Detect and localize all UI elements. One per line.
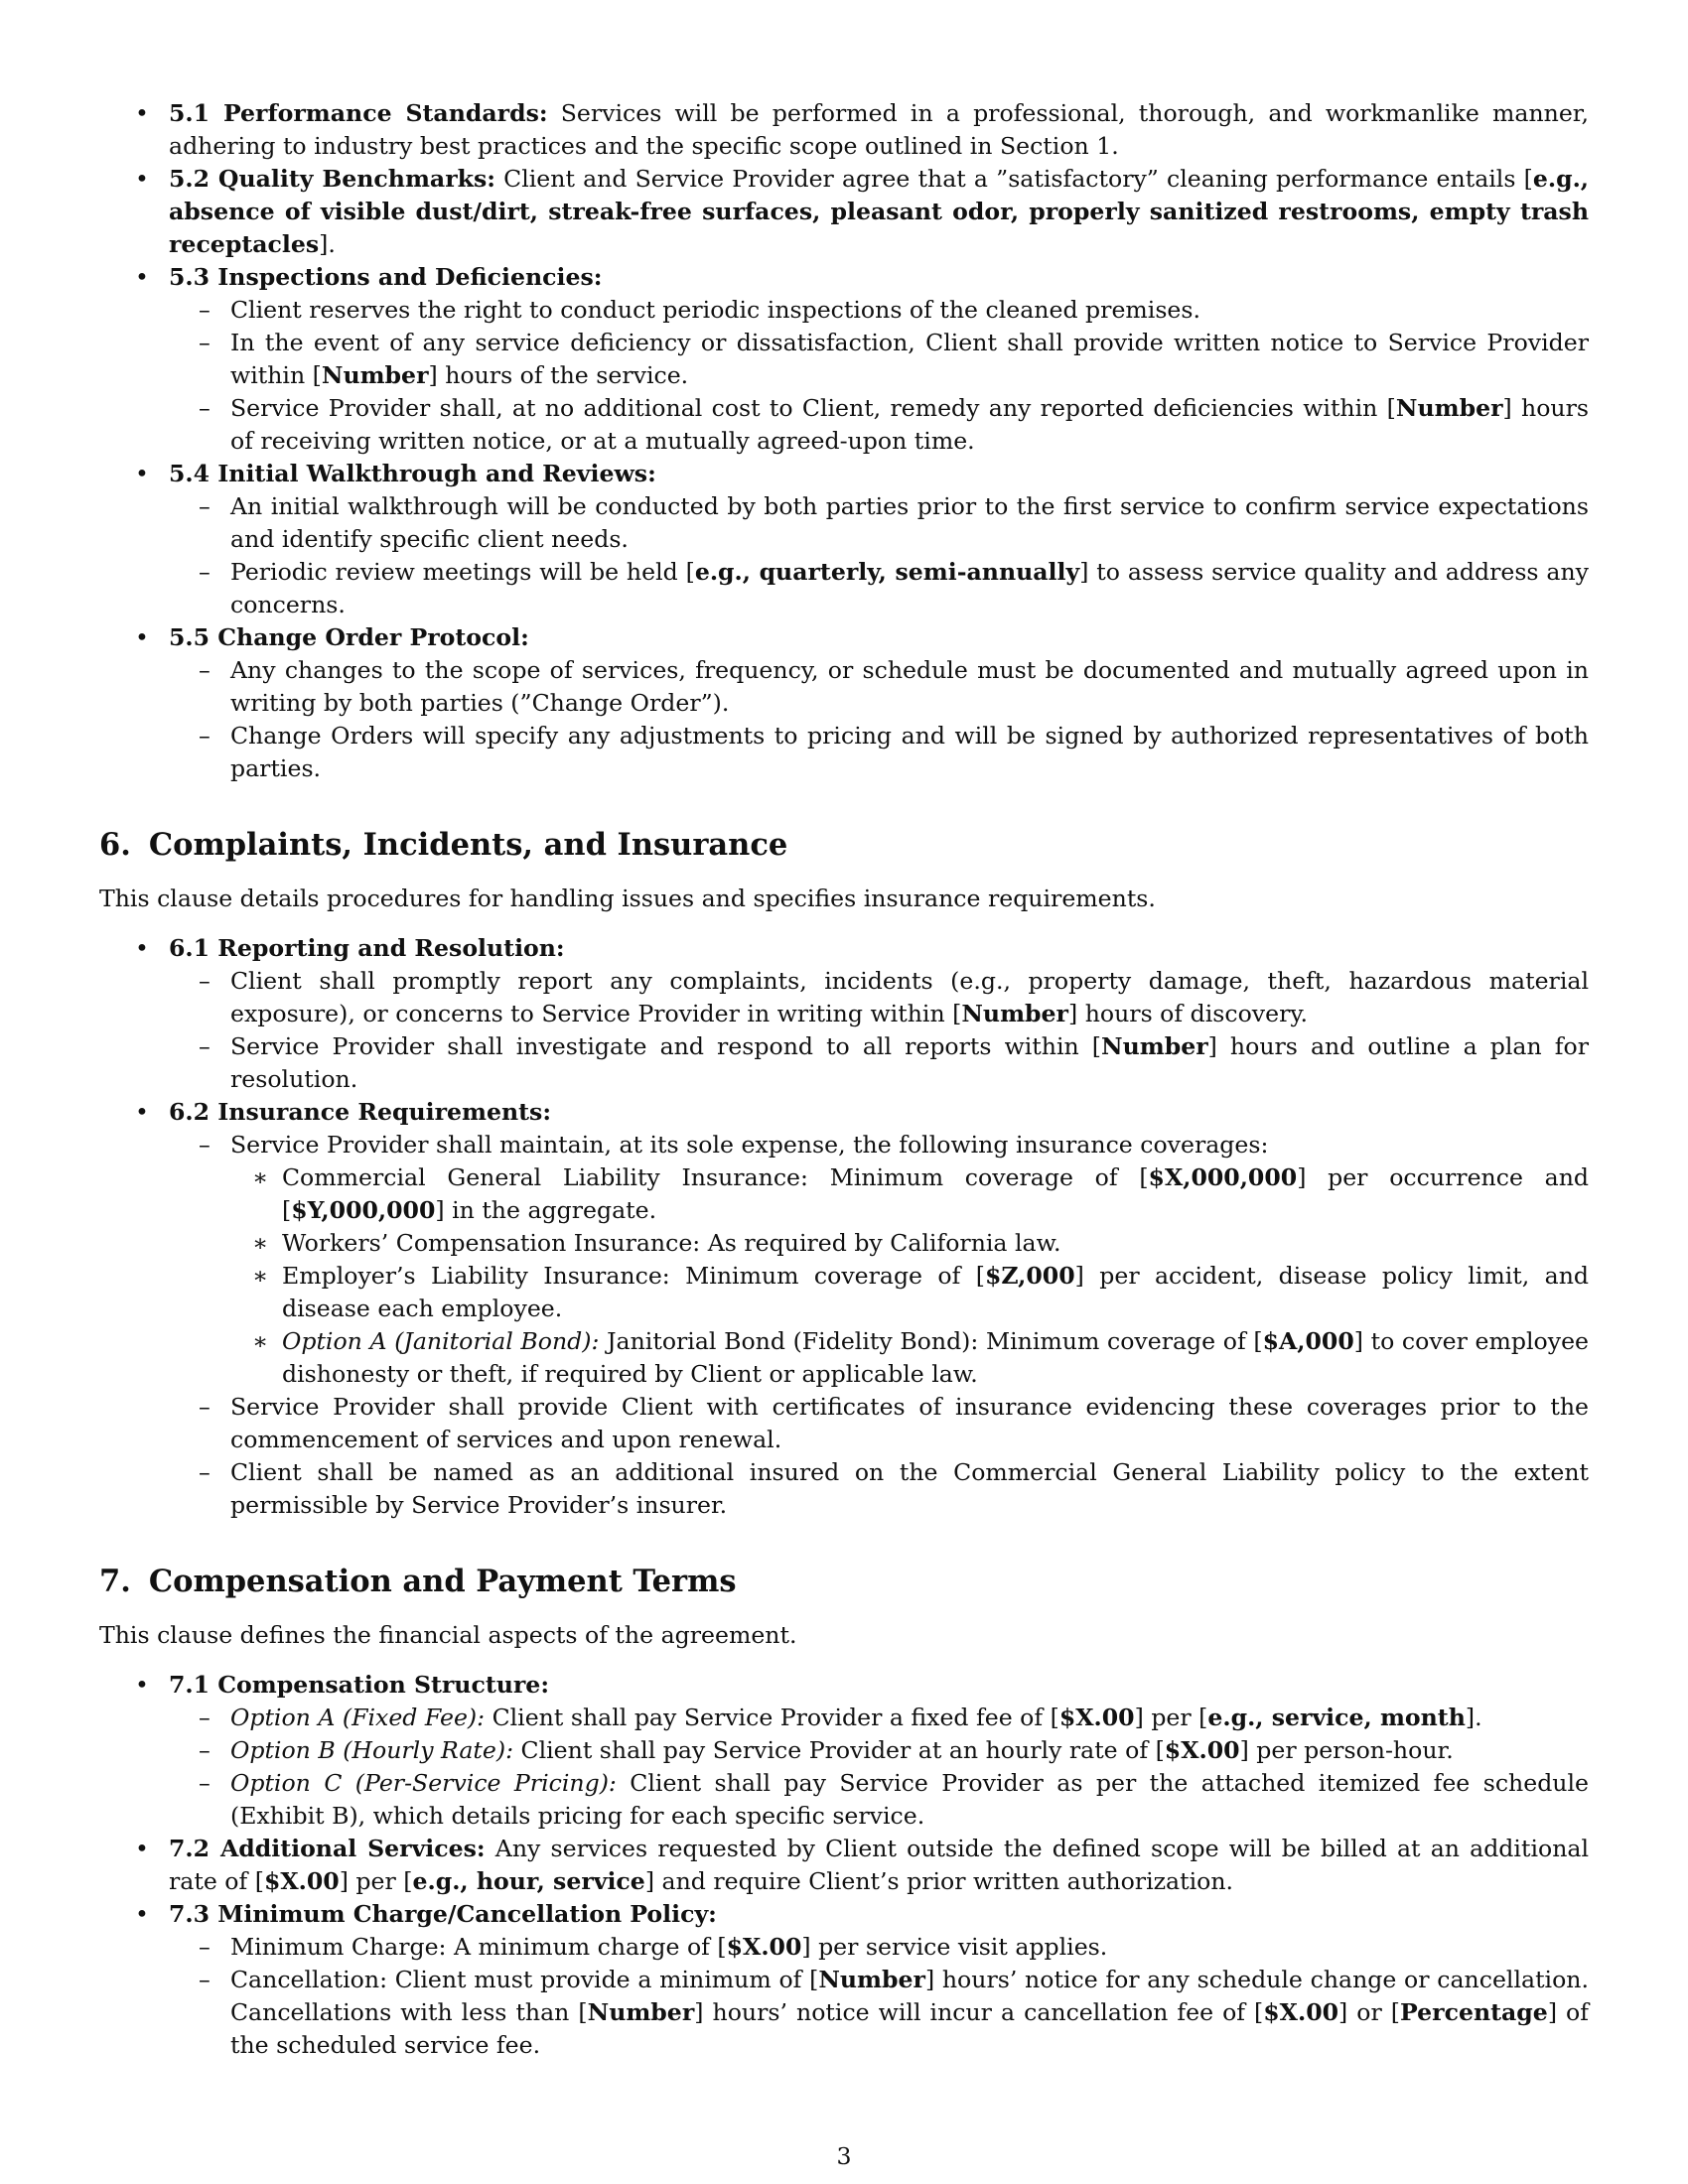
sub-item: – Service Provider shall maintain, at its sole expense, the following insurance coverages: ∗ Commercial General Liability Insurance: Minimum coverage of [$X,000,000] per occurrence and [$Y,000,000] in the aggregate. ∗ Workers’ Compensation Insurance: As required by California law. ∗ Employer’s Liability Insurance: Minimum coverage of [$Z,000] per accident, disease policy limit, and disease each employee. ∗ Option A (Janitorial Bond): Janitorial Bond (Fidelity Bond): Minimum coverage of [$A,000] to cover employee dishonesty or theft, if required by Client or applicable law. (169, 1129, 1589, 1391)
list-item: • 5.5 Change Order Protocol: – Any changes to the scope of services, frequency, or schedule must be documented and mutually agreed upon in writing by both parties (”Change Order”). – Change Orders will specify any adjustments to pricing and will be signed by authorized representatives of both parties. (99, 621, 1589, 785)
list-item: • 6.1 Reporting and Resolution: – Client shall promptly report any complaints, incidents (e.g., property damage, theft, hazardous material exposure), or concerns to Service Provider in writing within [Number] hours of discovery. – Service Provider shall investigate and respond to all reports within [Number] hours and outline a plan for resolution. (99, 932, 1589, 1096)
list-item: • 7.1 Compensation Structure: – Option A (Fixed Fee): Client shall pay Service Provider a fixed fee of [$X.00] per [e.g., service, month]. – Option B (Hourly Rate): Client shall pay Service Provider at an hourly rate of [$X.00] per person-hour. – Option C (Per-Service Pricing): Client shall pay Service Provider as per the attached itemized fee schedule (Exhibit B), which details pricing for each specific service. (99, 1669, 1589, 1833)
sub-item: – In the event of any service deficiency or dissatisfaction, Client shall provide written notice to Service Provider within [Number] hours of the service. (169, 327, 1589, 392)
sub-item: – Client shall promptly report any complaints, incidents (e.g., property damage, theft, hazardous material exposure), or concerns to Service Provider in writing within [Number] hours of discovery. (169, 965, 1589, 1030)
section-6-list (99, 932, 1589, 1522)
section-7-list (99, 1669, 1589, 2062)
document-page (99, 97, 1589, 2062)
sub-item: – Option A (Fixed Fee): Client shall pay Service Provider a fixed fee of [$X.00] per [e.g., service, month]. (169, 1702, 1589, 1734)
coverage-item: ∗ Option A (Janitorial Bond): Janitorial Bond (Fidelity Bond): Minimum coverage of [$A,000] to cover employee dishonesty or theft, if required by Client or applicable law. (230, 1325, 1589, 1391)
sub-item: – Service Provider shall provide Client with certificates of insurance evidencing these coverages prior to the commencement of services and upon renewal. (169, 1391, 1589, 1456)
page-number: 3 (836, 2142, 852, 2170)
list-item: • 6.2 Insurance Requirements: – Service Provider shall maintain, at its sole expense, the following insurance coverages: ∗ Commercial General Liability Insurance: Minimum coverage of [$X,000,000] per occurrence and [$Y,000,000] in the aggregate. ∗ Workers’ Compensation Insurance: As required by California law. ∗ Employer’s Liability Insurance: Minimum coverage of [$Z,000] per accident, disease policy limit, and disease each employee. ∗ Option A (Janitorial Bond): Janitorial Bond (Fidelity Bond): Minimum coverage of [$A,000] to cover employee dishonesty or theft, if required by Client or applicable law. – Service Provider shall provide Client with certificates of insurance evidencing these coverages prior to the commencement of services and upon renewal. – Client shall be named as an additional insured on the Commercial General Liability policy to the extent permissible by Service Provider’s insurer. (99, 1096, 1589, 1522)
section-5-list (99, 97, 1589, 785)
sub-item: – Periodic review meetings will be held [e.g., quarterly, semi-annually] to assess service quality and address any concerns. (169, 556, 1589, 621)
section-6-intro: This clause details procedures for handling issues and specifies insurance requirements. (99, 885, 1156, 912)
section-7-intro: This clause defines the financial aspects of the agreement. (99, 1621, 797, 1649)
list-item: • 5.1 Performance Standards: Services will be performed in a professional, thorough, and workmanlike manner, adhering to industry best practices and the specific scope outlined in Section 1. (99, 97, 1589, 163)
sub-item: – An initial walkthrough will be conducted by both parties prior to the first service to confirm service expectations and identify specific client needs. (169, 490, 1589, 556)
sub-item: – Cancellation: Client must provide a minimum of [Number] hours’ notice for any schedule change or cancellation. Cancellations with less than [Number] hours’ notice will incur a cancellation fee of [$X.00] or [Percentage] of the scheduled service fee. (169, 1964, 1589, 2062)
sub-item: – Client shall be named as an additional insured on the Commercial General Liability policy to the extent permissible by Service Provider’s insurer. (169, 1456, 1589, 1522)
coverage-item: ∗ Employer’s Liability Insurance: Minimum coverage of [$Z,000] per accident, disease policy limit, and disease each employee. (230, 1260, 1589, 1325)
list-item: • 5.4 Initial Walkthrough and Reviews: – An initial walkthrough will be conducted by both parties prior to the first service to confirm service expectations and identify specific client needs. – Periodic review meetings will be held [e.g., quarterly, semi-annually] to assess service quality and address any concerns. (99, 458, 1589, 621)
sub-item: – Option B (Hourly Rate): Client shall pay Service Provider at an hourly rate of [$X.00] per person-hour. (169, 1734, 1589, 1767)
section-6-heading: 6. Complaints, Incidents, and Insurance (99, 827, 788, 863)
section-7-heading: 7. Compensation and Payment Terms (99, 1564, 737, 1599)
coverage-item: ∗ Workers’ Compensation Insurance: As required by California law. (230, 1227, 1589, 1260)
sub-item: – Option C (Per-Service Pricing): Client shall pay Service Provider as per the attached itemized fee schedule (Exhibit B), which details pricing for each specific service. (169, 1767, 1589, 1833)
sub-item: – Minimum Charge: A minimum charge of [$X.00] per service visit applies. (169, 1931, 1589, 1964)
list-item: • 5.3 Inspections and Deficiencies: – Client reserves the right to conduct periodic inspections of the cleaned premises. – In the event of any service deficiency or dissatisfaction, Client shall provide written notice to Service Provider within [Number] hours of the service. – Service Provider shall, at no additional cost to Client, remedy any reported deficiencies within [Number] hours of receiving written notice, or at a mutually agreed-upon time. (99, 261, 1589, 458)
sub-item: – Change Orders will specify any adjustments to pricing and will be signed by authorized representatives of both parties. (169, 720, 1589, 785)
sub-item: – Service Provider shall, at no additional cost to Client, remedy any reported deficiencies within [Number] hours of receiving written notice, or at a mutually agreed-upon time. (169, 392, 1589, 458)
sub-item: – Client reserves the right to conduct periodic inspections of the cleaned premises. (169, 294, 1589, 327)
list-item: • 5.2 Quality Benchmarks: Client and Service Provider agree that a ”satisfactory” cleaning performance entails [e.g., absence of visible dust/dirt, streak-free surfaces, pleasant odor, properly sanitized restrooms, empty trash receptacles]. (99, 163, 1589, 261)
sub-item: – Service Provider shall investigate and respond to all reports within [Number] hours and outline a plan for resolution. (169, 1030, 1589, 1096)
list-item: • 7.3 Minimum Charge/Cancellation Policy: – Minimum Charge: A minimum charge of [$X.00] per service visit applies. – Cancellation: Client must provide a minimum of [Number] hours’ notice for any schedule change or cancellation. Cancellations with less than [Number] hours’ notice will incur a cancellation fee of [$X.00] or [Percentage] of the scheduled service fee. (99, 1898, 1589, 2062)
sub-item: – Any changes to the scope of services, frequency, or schedule must be documented and mutually agreed upon in writing by both parties (”Change Order”). (169, 654, 1589, 720)
list-item: • 7.2 Additional Services: Any services requested by Client outside the defined scope will be billed at an additional rate of [$X.00] per [e.g., hour, service] and require Client’s prior written authorization. (99, 1833, 1589, 1898)
coverage-item: ∗ Commercial General Liability Insurance: Minimum coverage of [$X,000,000] per occurrence and [$Y,000,000] in the aggregate. (230, 1161, 1589, 1227)
